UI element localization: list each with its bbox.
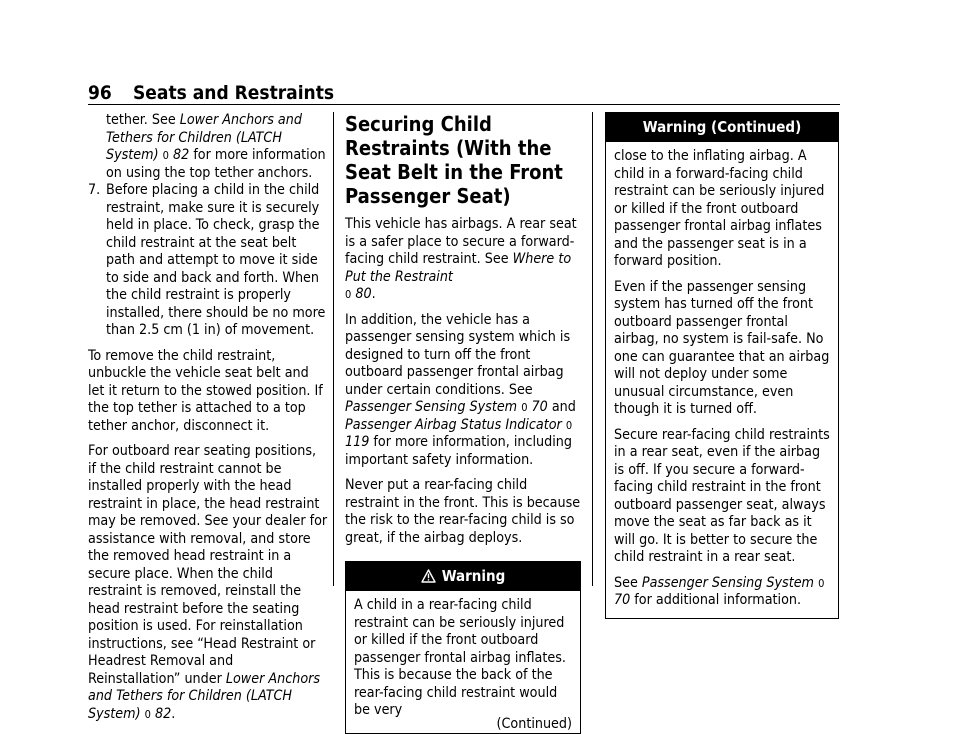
page-ref-number[interactable]: 82 — [173, 147, 190, 163]
section-heading: Securing Child Restraints (With the Seat Belt in the Front Passenger Seat) — [345, 112, 563, 208]
page-ref-number[interactable]: 82 — [155, 705, 172, 722]
header-rule — [88, 104, 840, 105]
warning-title: Warning — [441, 567, 506, 585]
column-2 — [345, 112, 581, 734]
step-6-continuation: tether. See Lower Anchors and Tethers for Children (LATCH System) 0 82 for more information on using the top tether anchors. — [106, 112, 326, 181]
column-divider-2 — [592, 112, 593, 586]
column-divider-1 — [333, 112, 334, 586]
warning-paragraph-1: close to the inflating airbag. A child in a forward-facing child restraint can be seriously injured or killed if the front outboard passenger frontal airbag inflates and the passenger seat is in a forward position. — [614, 148, 825, 269]
page-ref-number[interactable]: 119 — [345, 434, 370, 450]
paragraph-remove-restraint: To remove the child restraint, unbuckle the vehicle seat belt and let it return to the stowed position. If the top tether is attached to a top tether anchor, disconnect it. — [88, 347, 323, 434]
page-number: 96 — [88, 82, 112, 104]
cross-reference-link[interactable]: Where to Put the Restraint — [345, 251, 572, 285]
paragraph-sensing-system: In addition, the vehicle has a passenger sensing system which is designed to turn off the front outboard passenger frontal airbag under certain conditions. See Passenger Sensing System 0 70 and Passenger Airbag Status Indicator 0 119 for more information, including important safety information. — [345, 311, 576, 468]
cross-reference-link[interactable]: Lower Anchors and Tethers for Children (LATCH System) — [88, 670, 321, 722]
warning-box — [345, 561, 581, 734]
warning-header — [346, 562, 580, 591]
paragraph-never-rear-facing: Never put a rear-facing child restraint in the front. This is because the risk to the rear-facing child is so great, if the airbag deploys. — [345, 477, 581, 546]
cross-reference-link[interactable]: Passenger Airbag Status Indicator — [345, 416, 562, 433]
warning-header-continued: Warning (Continued) — [606, 113, 838, 142]
warning-triangle-icon — [421, 564, 436, 593]
list-item-step-7 — [88, 182, 328, 340]
page-ref-arrow-icon: 0 — [162, 149, 169, 162]
page-ref-number[interactable]: 80 — [355, 286, 372, 302]
page-ref-number[interactable]: 70 — [614, 592, 631, 608]
warning-box-continued — [605, 112, 839, 619]
warning-paragraph-4: See Passenger Sensing System 0 70 for additional information. — [614, 574, 825, 608]
column-3 — [605, 112, 839, 619]
continued-label: (Continued) — [496, 715, 572, 732]
page-ref-arrow-icon: 0 — [565, 418, 573, 432]
cross-reference-link[interactable]: Passenger Sensing System — [641, 574, 814, 591]
cross-reference-link[interactable]: Lower Anchors and Tethers for Children (LATCH System) — [106, 112, 302, 163]
step-text: Before placing a child in the child restraint, make sure it is securely held in place. To check, grasp the child restraint at the seat belt path and attempt to move it side to side and back and forth. When the child restraint is properly installed, there should be no more than 2.5 cm (1 in) of movement. — [106, 182, 326, 338]
warning-body — [346, 591, 580, 733]
warning-text: A child in a rear-facing child restraint can be seriously injured or killed if the front outboard passenger frontal airbag inflates. This is because the back of the rear-facing child restraint would be very — [354, 597, 566, 718]
paragraph-airbags: This vehicle has airbags. A rear seat is a safer place to secure a forward-facing child restraint. See Where to Put the Restraint 0 80. — [345, 216, 577, 302]
page-ref-arrow-icon: 0 — [818, 576, 825, 590]
page-ref-arrow-icon: 0 — [345, 288, 352, 301]
page-ref-number[interactable]: 70 — [531, 399, 548, 415]
warning-paragraph-3: Secure rear-facing child restraints in a rear seat, even if the airbag is off. If you secure a forward-facing child restraint in the front outboard passenger seat, always move the seat as far back as it will go. It is better to secure the child restraint in a rear seat. — [614, 426, 830, 565]
warning-paragraph-2: Even if the passenger sensing system has turned off the front outboard passenger frontal airbag, no system is fail-safe. No one can guarantee that an airbag will not deploy under some unusual circumstance, even though it is turned off. — [614, 278, 830, 417]
step-number: 7. — [88, 182, 101, 198]
section-title: Seats and Restraints — [133, 82, 335, 104]
column-1 — [88, 112, 328, 731]
page-ref-arrow-icon: 0 — [521, 401, 528, 414]
paragraph-outboard-seating: For outboard rear seating positions, if the child restraint cannot be installed properly with the head restraint in place, the head restraint may be removed. See your dealer for assistance with removal, and store the removed head restraint in a secure place. When the child restraint is removed, reinstall the head restraint before the seating position is used. For reinstallation instructions, see “Head Restraint or Headrest Removal and Reinstallation” under Lower Anchors and Tethers for Children (LATCH System) 0 82. — [88, 443, 328, 722]
page-ref-arrow-icon: 0 — [144, 707, 151, 721]
cross-reference-link[interactable]: Passenger Sensing System — [345, 399, 518, 415]
warning-body-continued — [606, 142, 838, 610]
